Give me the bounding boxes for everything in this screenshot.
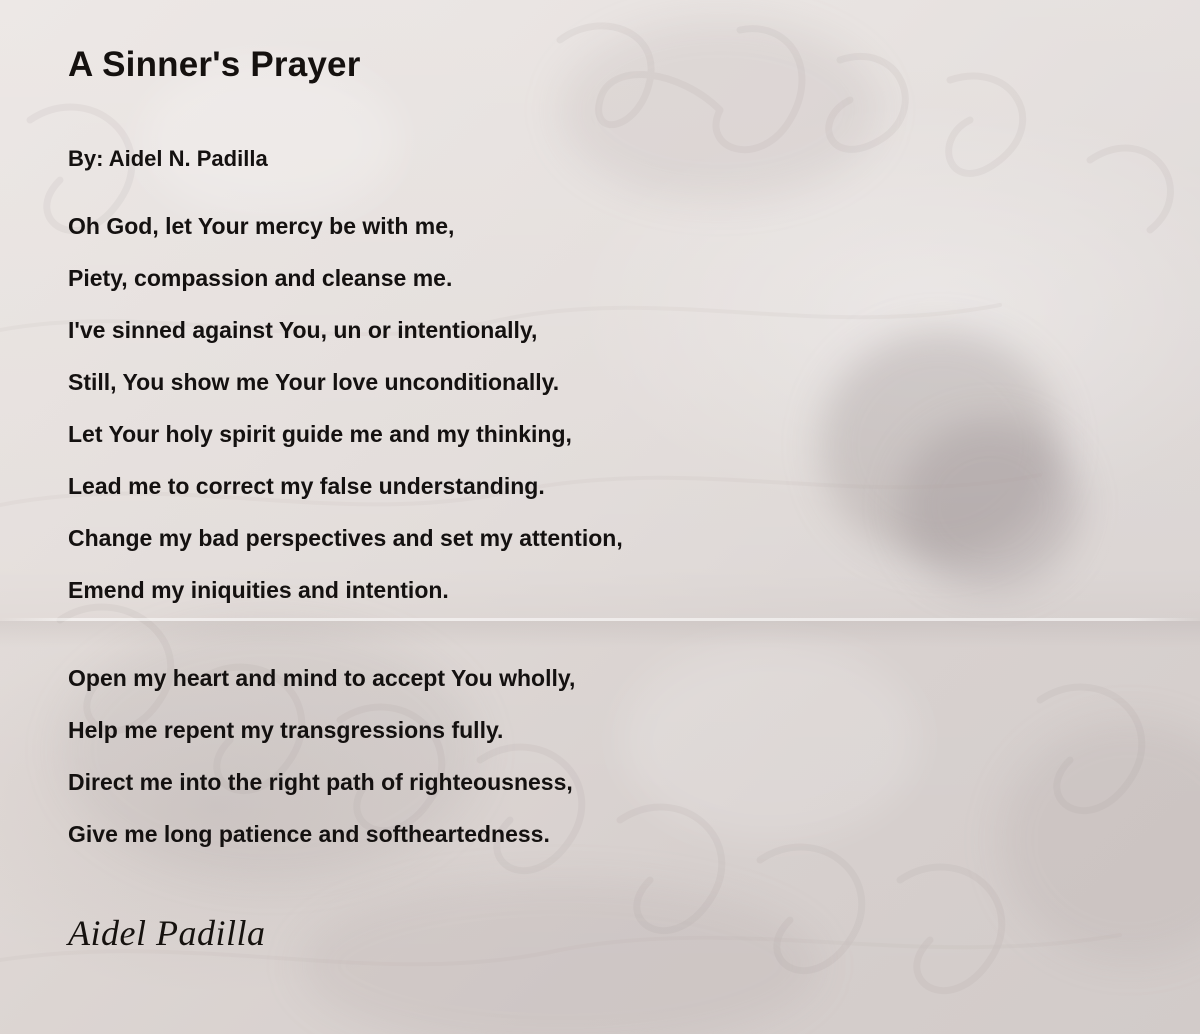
poem-stanza-1	[68, 200, 1140, 616]
poem-line: Change my bad perspectives and set my attention,	[68, 525, 623, 551]
poem-line: Open my heart and mind to accept You wholly,	[68, 665, 576, 691]
poem-line: Emend my iniquities and intention.	[68, 577, 449, 603]
poem-line: Piety, compassion and cleanse me.	[68, 265, 453, 291]
poem-line: Give me long patience and softheartedness.	[68, 821, 550, 847]
page-title: A Sinner's Prayer	[68, 45, 361, 84]
poem-line: Lead me to correct my false understanding.	[68, 473, 545, 499]
poem-line: Still, You show me Your love unconditionally.	[68, 369, 560, 395]
poem-line: I've sinned against You, un or intentionally,	[68, 317, 538, 343]
poem-line: Let Your holy spirit guide me and my thinking,	[68, 421, 572, 447]
author-byline: By: Aidel N. Padilla	[68, 146, 268, 171]
poem-stanza-2	[68, 652, 1140, 860]
poem-line: Help me repent my transgressions fully.	[68, 717, 504, 743]
author-signature: Aidel Padilla	[68, 913, 266, 953]
poem-line: Direct me into the right path of righteousness,	[68, 769, 573, 795]
poem-line: Oh God, let Your mercy be with me,	[68, 213, 455, 239]
